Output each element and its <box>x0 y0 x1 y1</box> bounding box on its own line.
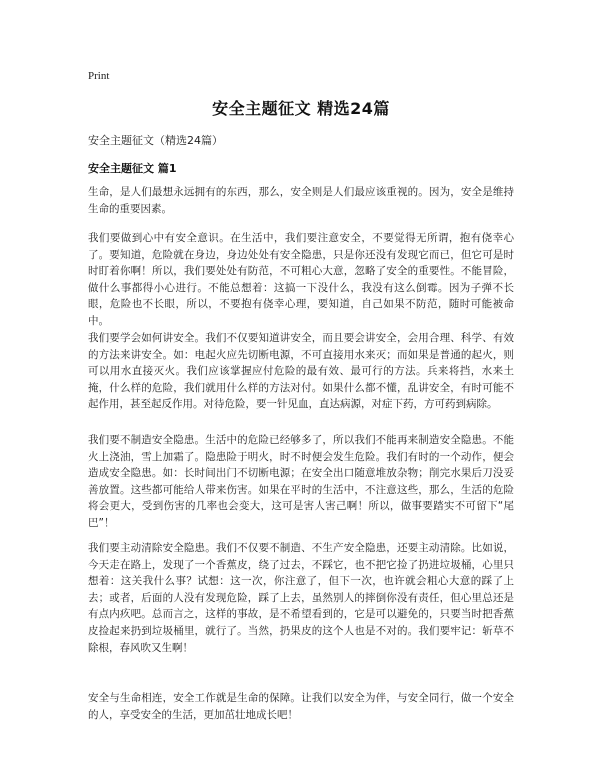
section-heading: 安全主题征文 篇1 <box>88 162 177 175</box>
paragraph-6: 安全与生命相连，安全工作就是生命的保障。让我们以安全为伴，与安全同行，做一个安全的人，享受安全的生活，更加茁壮地成长吧！ <box>88 692 514 721</box>
document-subtitle: 安全主题征文（精选24篇） <box>88 134 223 147</box>
paragraph-2: 我们要做到心中有安全意识。在生活中，我们要注意安全，不要觉得无所谓，抱有侥幸心了。要知道，危险就在身边，身边处处有安全隐患，只是你还没有发现它而已，但它可是时时盯着你啊！所以，我们要处处有防范，不可粗心大意，忽略了安全的重要性。不能冒险，做什么事都得小心进行。不能总想着：这搞一下没什么，我没有这么倒霉。因为子弹不长眼，危险也不长眼，所以，不要抱有侥幸心理，要知道，自己如果不防范，随时可能被命中。 <box>88 232 514 327</box>
paragraph-4: 我们要不制造安全隐患。生活中的危险已经够多了，所以我们不能再来制造安全隐患。不能火上浇油，雪上加霜了。隐患险于明火，时不时便会发生危险。我们有时的一个动作，便会造成安全隐患。如：长时间出门不切断电源；在安全出口随意堆放杂物；削完水果后刀没妥善放置。这些都可能给人带来伤害。如果在平时的生活中，不注意这些，那么，生活的危险将会更大，受到伤害的几率也会变大，这可是害人害己啊！所以，做事要踏实不可留下“尾巴”！ <box>88 434 514 529</box>
paragraph-1: 生命，是人们最想永远拥有的东西，那么，安全则是人们最应该重视的。因为，安全是维持生命的重要因素。 <box>88 186 514 215</box>
print-label: Print <box>88 70 110 82</box>
paragraph-5: 我们要主动清除安全隐患。我们不仅要不制造、不生产安全隐患，还要主动清除。比如说，今天走在路上，发现了一个香蕉皮，绕了过去，不踩它，也不把它捡了扔进垃圾桶，心里只想着：这关我什么事？试想：这一次，你注意了，但下一次，也许就会粗心大意的踩了上去；或者，后面的人没有发现危险，踩了上去，虽然别人的摔倒你没有责任，但心里总还是有点内疚吧。总而言之，这样的事故，是不希望看到的，它是可以避免的，只要当时把香蕉皮捡起来扔到垃圾桶里，就行了。当然，扔果皮的这个人也是不对的。我们要牢记：斩草不除根，春风吹又生啊！ <box>88 542 514 654</box>
document-title: 安全主题征文 精选24篇 <box>212 99 390 118</box>
paragraph-3: 我们要学会如何讲安全。我们不仅要知道讲安全，而且要会讲安全，会用合理、科学、有效的方法来讲安全。如：电起火应先切断电源，不可直接用水来灭；而如果是普通的起火，则可以用水直接灭火。我们应该掌握应付危险的最有效、最可行的方法。兵来将挡，水来土掩，什么样的危险，我们就用什么样的方法对付。如果什么都不懂，乱讲安全，有时可能不起作用，甚至起反作用。对待危险，要一针见血，直达病源，对症下药，方可药到病除。 <box>88 332 514 411</box>
